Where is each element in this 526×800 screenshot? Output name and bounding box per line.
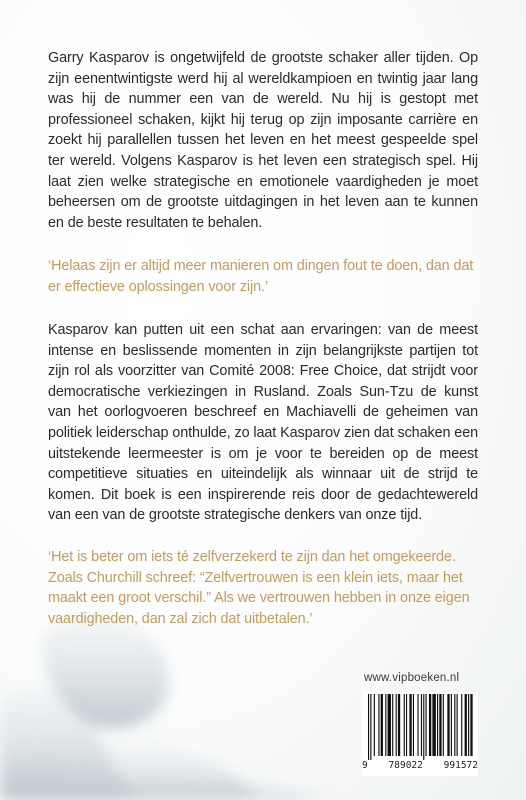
barcode-bar bbox=[447, 694, 449, 756]
barcode-bar bbox=[392, 694, 393, 756]
barcode-bar bbox=[432, 694, 435, 756]
barcode-bar bbox=[468, 694, 469, 756]
quote-1: ‘Helaas zijn er altijd meer manieren om dingen fout te doen, dan dat er effectieve oplossingen voor zijn.’ bbox=[48, 258, 474, 295]
barcode-bar bbox=[388, 694, 391, 756]
publisher-website: www.vipboeken.nl bbox=[364, 672, 460, 684]
barcode-bar bbox=[370, 694, 371, 760]
barcode-bars bbox=[362, 692, 478, 760]
barcode-bar bbox=[457, 694, 458, 756]
barcode-bar bbox=[461, 694, 462, 756]
isbn-barcode bbox=[362, 692, 478, 776]
barcode-digit-group: 991572 bbox=[443, 760, 478, 771]
description-paragraph-1: Garry Kasparov is ongetwijfeld de grootste schaker aller tijden. Op zijn eenentwintigste werd hij al wereldkampioen en twintig jaar lang was hij de nummer een van de wereld. Nu hij is gestopt met professioneel schaken, kijkt hij terug op zijn imposante carrière en zoekt hij parallellen tussen het leven en het meest gespeelde spel ter wereld. Volgens Kasparov is het leven een strategisch spel. Hij laat zien welke strategische en emotionele vaardigheden je moet beheersen om de grootste uitdagingen in het leven aan te kunnen en de beste resultaten te behalen. bbox=[48, 50, 478, 231]
barcode-bar bbox=[398, 694, 400, 756]
barcode-digit-group: 9 bbox=[362, 760, 368, 771]
description-paragraph-2: Kasparov kan putten uit een schat aan ervaringen: van de meest intense en beslissende momenten in zijn belangrijkste partijen tot zijn rol als voorzitter van Comité 2008: Free Choice, dat strijdt voor democratische verkiezingen in Rusland. Zoals Sun-Tzu de kunst van het oorlogvoeren beschreef en Machiavelli de geheimen van politiek leiderschap onthulde, zo laat Kasparov zien dat schaken een uitstekende leermeester is om je voor te bereiden op de meest competitieve situaties en uiteindelijk als winnaar uit de strijd te komen. Dit boek is een inspirerende reis door de gedachtewereld van een van de grootste strategische denkers van onze tijd. bbox=[48, 322, 479, 524]
barcode-bar bbox=[404, 694, 405, 756]
barcode-bar bbox=[378, 694, 379, 756]
barcode-bar bbox=[454, 694, 455, 756]
barcode-bar bbox=[385, 694, 386, 756]
barcode-bar bbox=[423, 694, 424, 760]
barcode-bar bbox=[417, 694, 418, 756]
barcode-bar bbox=[429, 694, 431, 756]
barcode-bar bbox=[381, 694, 383, 756]
barcode-bar bbox=[439, 694, 441, 756]
barcode-digit-group: 789022 bbox=[388, 760, 423, 771]
barcode-bar bbox=[409, 694, 411, 756]
quote-2: ‘Het is beter om iets té zelfverzekerd te zijn dan het omgekeerde. Zoals Churchill schreef: “Zelfvertrouwen is een klein iets, maar het maakt een groot verschil.” Als we vertrouwen hebben in onze eigen vaardigheden, dan zal zich dat uitbetalen.’ bbox=[48, 549, 470, 627]
barcode-bar bbox=[368, 694, 369, 760]
barcode-bar bbox=[406, 694, 407, 756]
barcode-bar bbox=[451, 694, 452, 756]
barcode-bar bbox=[421, 694, 422, 756]
barcode-bar bbox=[413, 694, 414, 756]
barcode-bar bbox=[443, 694, 444, 756]
barcode-bar bbox=[470, 694, 472, 756]
barcode-bar bbox=[437, 694, 438, 756]
barcode-bar bbox=[465, 694, 467, 756]
barcode-bar bbox=[426, 694, 427, 756]
barcode-bar bbox=[374, 694, 375, 756]
barcode-bar bbox=[396, 694, 397, 756]
barcode-number bbox=[362, 760, 478, 771]
